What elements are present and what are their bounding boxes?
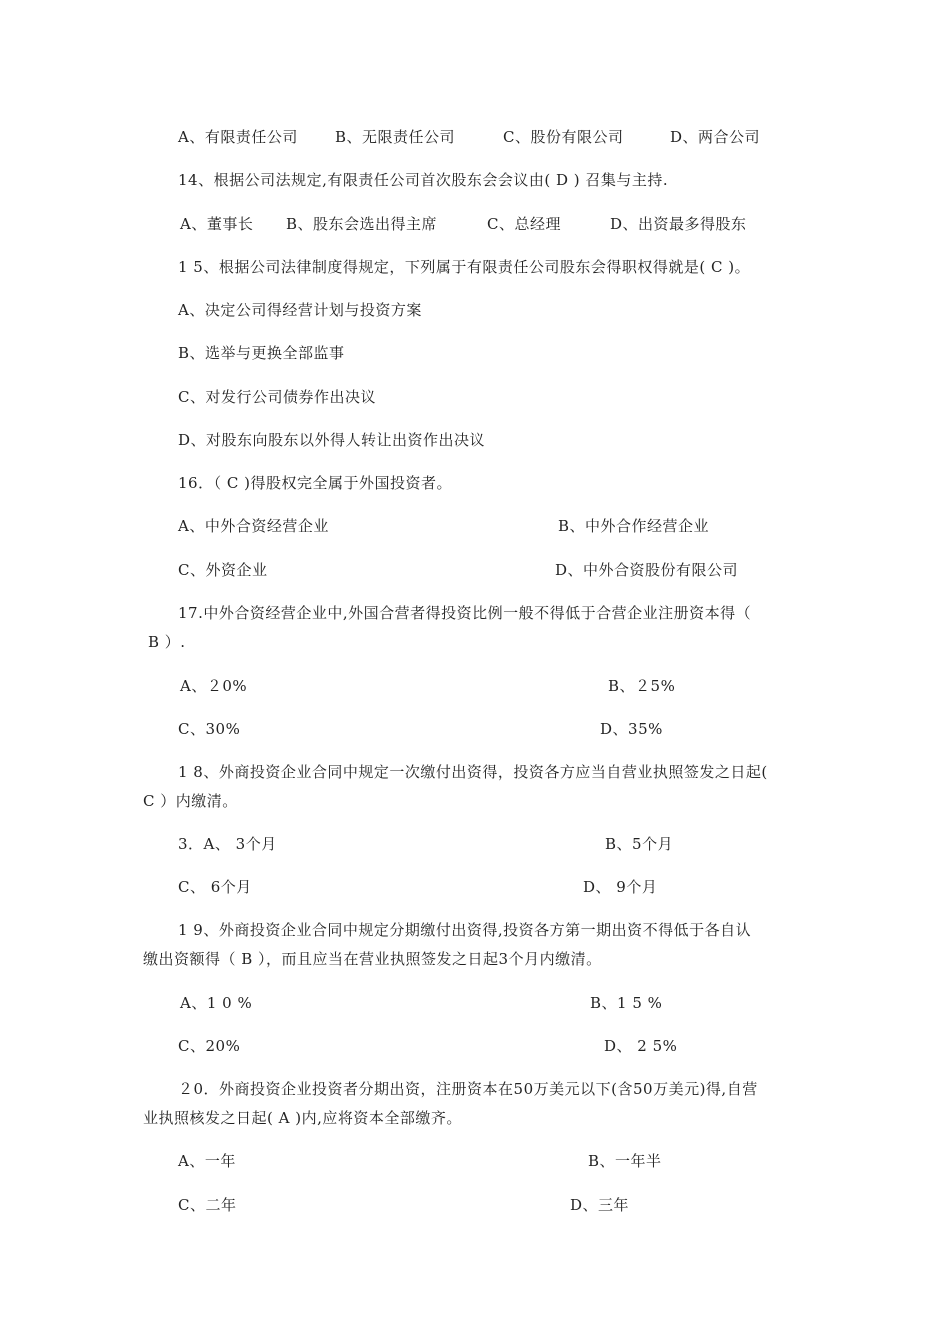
- q20-stem-line2: 业执照核发之日起( A )内,应将资本全部缴齐。: [143, 1109, 462, 1127]
- q17-option-d: D、35%: [600, 720, 663, 738]
- q15-option-c: C、对发行公司债券作出决议: [178, 388, 376, 406]
- q17-stem-line1: 17.中外合资经营企业中,外国合营者得投资比例一般不得低于合营企业注册资本得（: [178, 604, 752, 622]
- q13-option-b: B、无限责任公司: [335, 128, 456, 146]
- q18-stem-line2: C ）内缴清。: [143, 792, 238, 810]
- q20-option-c: C、二年: [178, 1196, 237, 1214]
- q20-option-d: D、三年: [570, 1196, 630, 1214]
- q19-option-a: A、1 0 %: [180, 994, 253, 1012]
- q16-option-d: D、中外合资股份有限公司: [555, 561, 739, 579]
- q20-option-b: B、一年半: [588, 1152, 662, 1170]
- q14-option-d: D、出资最多得股东: [610, 215, 747, 233]
- q15-option-d: D、对股东向股东以外得人转让出资作出决议: [178, 431, 486, 449]
- q17-stem-line2: B ）.: [148, 633, 186, 651]
- q20-stem-line1: ２0．外商投资企业投资者分期出资，注册资本在50万美元以下(含50万美元)得,自营: [178, 1080, 758, 1098]
- q14-option-b: B、股东会选出得主席: [286, 215, 438, 233]
- q20-option-a: A、一年: [178, 1152, 236, 1170]
- q19-option-c: C、20%: [178, 1037, 241, 1055]
- q15-option-b: B、选举与更换全部监事: [178, 344, 345, 362]
- q14-option-c: C、总经理: [487, 215, 561, 233]
- q13-option-d: D、两合公司: [670, 128, 761, 146]
- q16-option-c: C、外资企业: [178, 561, 268, 579]
- q17-option-b: B、２5%: [608, 677, 676, 695]
- q15-option-a: A、决定公司得经营计划与投资方案: [178, 301, 422, 319]
- q19-stem-line2: 缴出资额得（ B ），而且应当在营业执照签发之日起3个月内缴清。: [143, 950, 602, 968]
- q18-option-c: C、 6个月: [178, 878, 252, 896]
- q13-option-a: A、有限责任公司: [178, 128, 298, 146]
- q17-option-a: A、２0%: [180, 677, 248, 695]
- q19-option-b: B、1 5 %: [590, 994, 663, 1012]
- q16-stem: 16．（ C )得股权完全属于外国投资者。: [178, 474, 452, 492]
- q18-option-b: B、5个月: [605, 835, 674, 853]
- q18-option-d: D、 9个月: [583, 878, 658, 896]
- q16-option-b: B、中外合作经营企业: [558, 517, 710, 535]
- q14-stem: 14、根据公司法规定,有限责任公司首次股东会会议由( D ) 召集与主持.: [178, 171, 669, 189]
- q18-option-a: 3．A、 3个月: [178, 835, 277, 853]
- q19-option-d: D、 2 5%: [604, 1037, 678, 1055]
- q13-option-c: C、股份有限公司: [503, 128, 624, 146]
- q18-stem-line1: 1 8、外商投资企业合同中规定一次缴付出资得，投资各方应当自营业执照签发之日起(: [178, 763, 768, 781]
- q14-option-a: A、董事长: [180, 215, 254, 233]
- q17-option-c: C、30%: [178, 720, 241, 738]
- q16-option-a: A、中外合资经营企业: [178, 517, 329, 535]
- q19-stem-line1: 1 9、外商投资企业合同中规定分期缴付出资得,投资各方第一期出资不得低于各自认: [178, 921, 752, 939]
- q15-stem: 1 5、根据公司法律制度得规定，下列属于有限责任公司股东会得职权得就是( C )。: [178, 258, 751, 276]
